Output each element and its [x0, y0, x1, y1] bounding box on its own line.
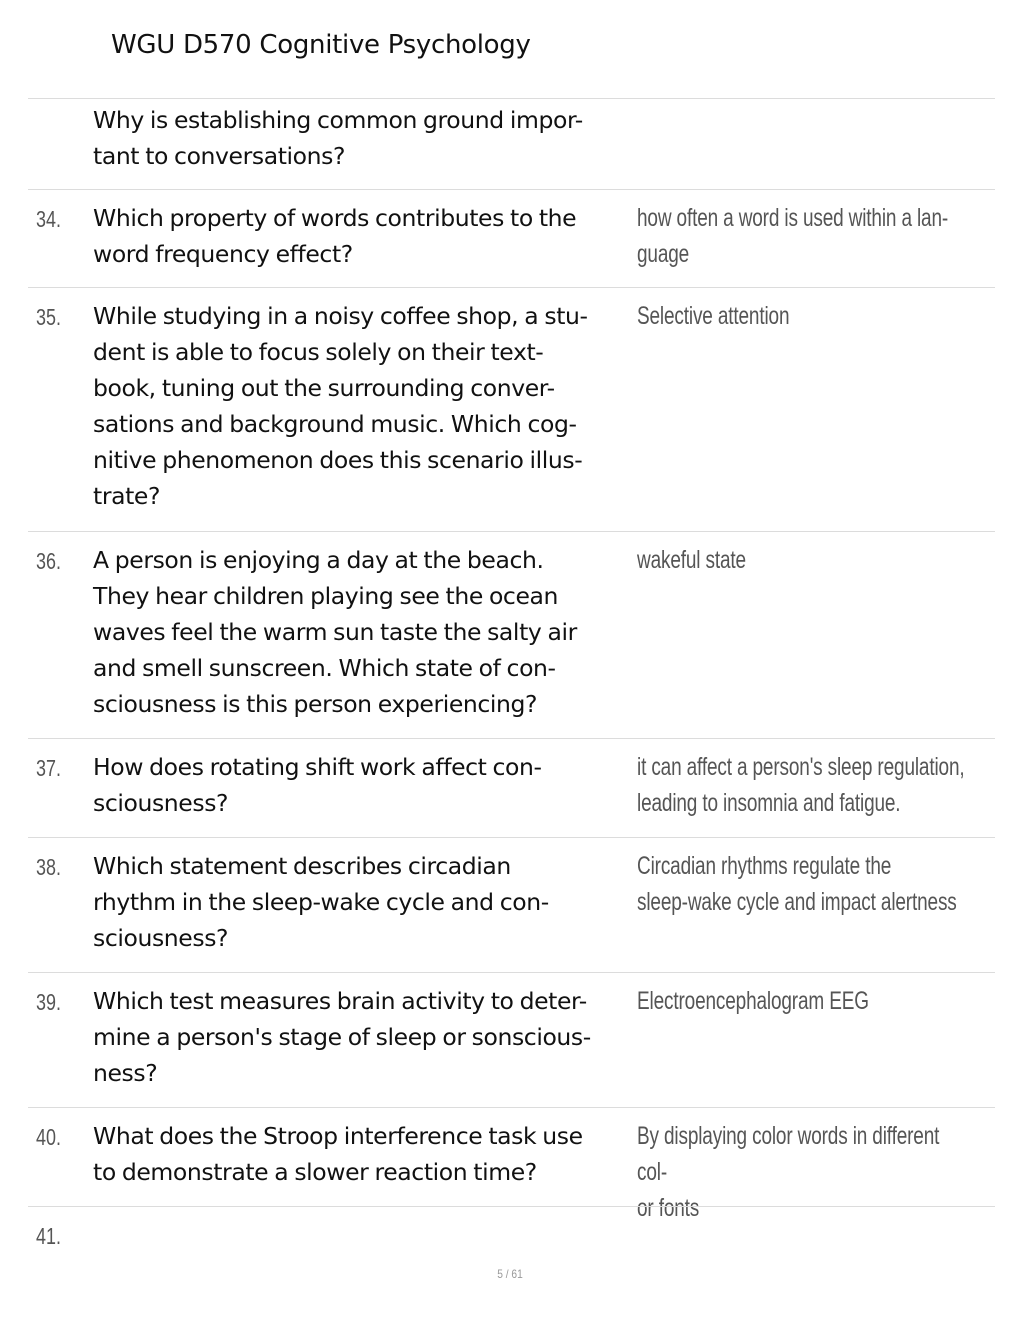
qa-row — [28, 972, 995, 1107]
answer-text: Electroencephalogram EEG — [637, 987, 869, 1015]
question-number: 38. — [36, 854, 61, 880]
document-title: WGU D570 Cognitive Psychology — [111, 30, 531, 60]
qa-row — [28, 1206, 995, 1256]
question-number: 34. — [36, 206, 61, 232]
qa-row — [28, 531, 995, 738]
question-text: What does the Stroop interference task use to demonstrate a slower reaction time? — [93, 1122, 583, 1186]
question-text: How does rotating shift work affect con- sciousness? — [93, 753, 542, 817]
question-number: 40. — [36, 1124, 61, 1150]
question-text: Which test measures brain activity to deter- mine a person's stage of sleep or sonscious- ness? — [93, 987, 591, 1087]
question-number: 36. — [36, 548, 61, 574]
question-text: Why is establishing common ground impor- tant to conversations? — [93, 106, 583, 170]
answer-text: By displaying color words in different col- or fonts — [637, 1122, 940, 1222]
question-text: While studying in a noisy coffee shop, a stu- dent is able to focus solely on their text- book, tuning out the surrounding conver- sations and background music. Which cog- nitive phenomenon does this scenario illus- trate? — [93, 302, 588, 510]
qa-row — [28, 98, 995, 189]
question-number: 39. — [36, 989, 61, 1015]
question-number: 35. — [36, 304, 61, 330]
qa-row — [28, 287, 995, 531]
qa-row — [28, 1107, 995, 1222]
answer-text: it can affect a person's sleep regulation, leading to insomnia and fatigue. — [637, 753, 965, 817]
question-text: A person is enjoying a day at the beach. They hear children playing see the ocean waves feel the warm sun taste the salty air and smell sunscreen. Which state of con- sciousness is this person experiencing? — [93, 546, 577, 718]
question-number: 41. — [36, 1223, 61, 1249]
answer-text: how often a word is used within a lan- guage — [637, 204, 949, 268]
question-answer-list — [28, 98, 995, 1256]
answer-text: Selective attention — [637, 302, 790, 330]
answer-text: wakeful state — [637, 546, 746, 574]
qa-row — [28, 837, 995, 972]
question-number: 37. — [36, 755, 61, 781]
question-text: Which property of words contributes to the word frequency effect? — [93, 204, 577, 268]
question-text: Which statement describes circadian rhythm in the sleep-wake cycle and con- sciousness? — [93, 852, 549, 952]
page-indicator: 5 / 61 — [497, 1267, 523, 1281]
qa-row — [28, 738, 995, 837]
answer-text: Circadian rhythms regulate the sleep-wake cycle and impact alertness — [637, 852, 957, 916]
qa-row — [28, 189, 995, 287]
